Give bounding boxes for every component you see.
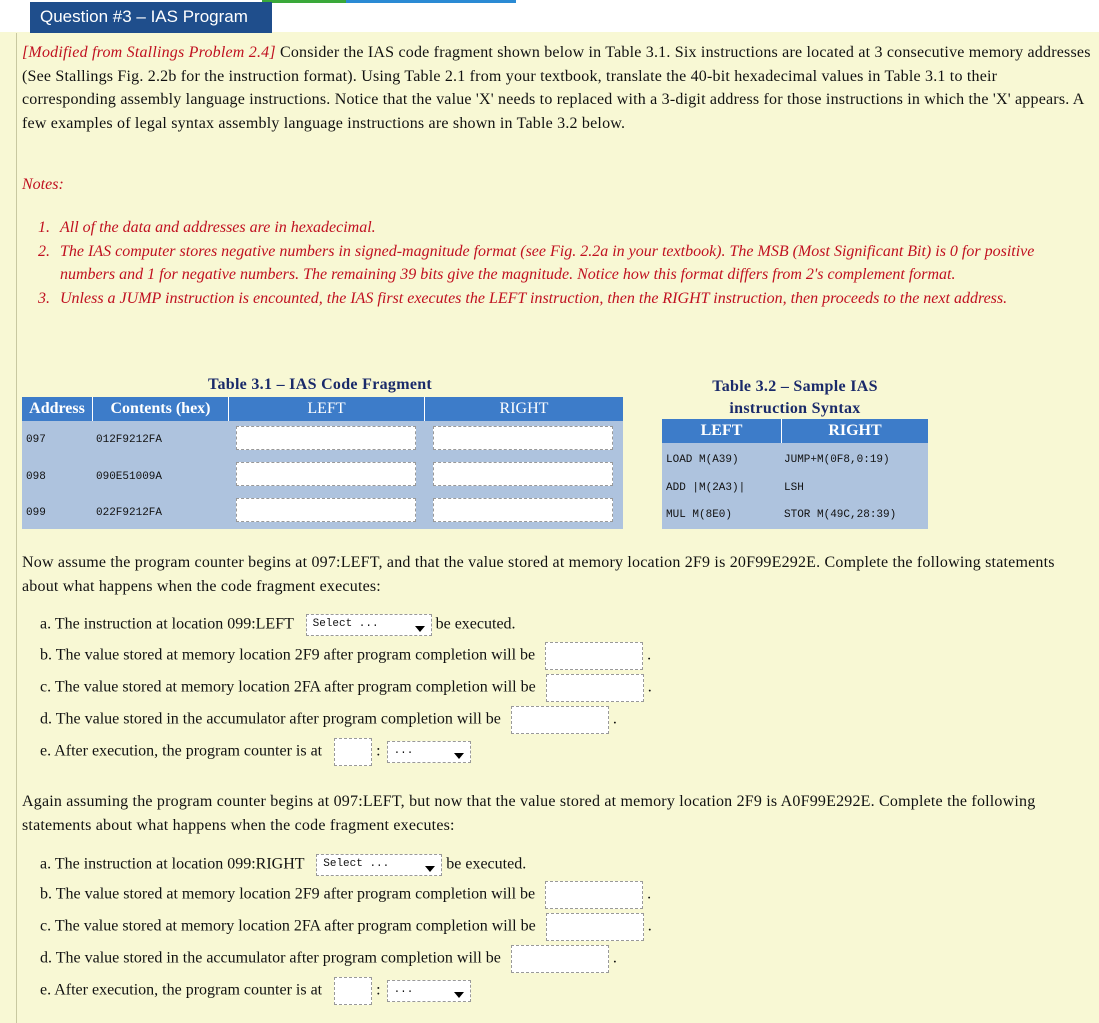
note-item (22, 216, 1092, 240)
part2-b-label: b. The value stored at memory location 2F9 after program completion will be (40, 885, 536, 903)
part2-item-c (40, 913, 652, 941)
part2-e-select[interactable] (387, 980, 471, 1002)
part1-d-label: d. The value stored in the accumulator after program completion will be (40, 710, 501, 728)
table1-header-left: LEFT (229, 397, 425, 421)
table2-header-left: LEFT (662, 419, 782, 443)
question-tab[interactable]: Question #3 – IAS Program (30, 2, 272, 33)
table1-contents: 090E51009A (96, 471, 163, 483)
part2-a-select-value: Select ... (323, 858, 390, 870)
right-instruction-input-097[interactable] (433, 426, 613, 450)
note-text: The IAS computer stores negative numbers in signed-magnitude format (see Fig. 2.2a in your textbook). The MSB (Most Significant Bit) is 0 for positive numbers and 1 for negative numbers. The remaining 39 bits give the magnitude. Notice how this format differs from 2's complement format. (60, 242, 1035, 283)
table2-cell-right: STOR M(49C,28:39) (784, 509, 897, 521)
part2-b-period: . (647, 885, 652, 903)
table2-cell-right: LSH (784, 482, 804, 494)
part2-item-e (40, 977, 471, 1005)
part1-b-label: b. The value stored at memory location 2F9 after program completion will be (40, 646, 536, 664)
part2-item-b (40, 881, 651, 909)
table2-cell-left: MUL M(8E0) (666, 509, 733, 521)
part1-a-select[interactable] (306, 614, 432, 636)
part2-d-period: . (612, 949, 617, 967)
part1-c-label: c. The value stored at memory location 2FA after program completion will be (40, 678, 536, 696)
part2-d-input[interactable] (511, 945, 609, 973)
part2-a-suffix: be executed. (446, 855, 527, 873)
part1-e-label: e. After execution, the program counter is at (40, 742, 323, 760)
part1-c-input[interactable] (546, 674, 644, 702)
part1-item-d (40, 706, 617, 734)
part2-e-select-value: ... (393, 984, 414, 996)
part1-a-prefix: a. The instruction at location 099:LEFT (40, 615, 294, 633)
top-accent-blue (346, 0, 516, 3)
part2-c-label: c. The value stored at memory location 2FA after program completion will be (40, 917, 536, 935)
part1-d-period: . (612, 710, 617, 728)
part2-d-label: d. The value stored in the accumulator after program completion will be (40, 949, 501, 967)
table1-header-address: Address (22, 397, 93, 421)
table2-caption-line2: instruction Syntax (729, 400, 861, 417)
note-item (22, 287, 1092, 311)
part2-paragraph: Again assuming the program counter begins at 097:LEFT, but now that the value stored at memory location 2F9 is A0F99E292E. Complete the following statements about what happens when the code fragment executes: (22, 793, 1036, 834)
part1-e-select[interactable] (387, 741, 471, 763)
intro-source: [Modified from Stallings Problem 2.4] (22, 44, 276, 61)
right-instruction-input-098[interactable] (433, 462, 613, 486)
table1-contents: 022F9212FA (96, 507, 163, 519)
left-instruction-input-098[interactable] (236, 462, 416, 486)
notes-list (22, 216, 1092, 310)
note-item (22, 240, 1092, 287)
left-instruction-input-097[interactable] (236, 426, 416, 450)
part1-item-b (40, 642, 651, 670)
table2-cell-left: LOAD M(A39) (666, 454, 739, 466)
table1-header-right: RIGHT (425, 397, 623, 421)
part1-d-input[interactable] (511, 706, 609, 734)
note-number: 1. (38, 219, 50, 236)
left-instruction-input-099[interactable] (236, 498, 416, 522)
table1 (22, 397, 623, 529)
table1-contents: 012F9212FA (96, 434, 163, 446)
part1-b-input[interactable] (545, 642, 643, 670)
dropdown-arrow-icon (454, 992, 464, 998)
table1-address: 097 (26, 434, 46, 446)
table1-address: 099 (26, 507, 46, 519)
note-number: 3. (38, 289, 50, 307)
part2-e-address-input[interactable] (334, 977, 372, 1005)
part2-e-label: e. After execution, the program counter is at (40, 981, 323, 999)
part1-item-a (40, 614, 516, 636)
part1-a-suffix: be executed. (435, 615, 516, 633)
intro-text: Consider the IAS code fragment shown below in Table 3.1. Six instructions are located at 3 consecutive memory addresses (See Stallings Fig. 2.2b for the instruction format). Using Table 2.1 from your textbook, translate the 40-bit hexadecimal values in Table 3.1 to their corresponding assembly language instructions. Notice that the value 'X' needs to replaced with a 3-digit address for those instructions in which the 'X' appears. A few examples of legal syntax assembly language instructions are shown in Table 3.2 below. (22, 44, 1091, 132)
dropdown-arrow-icon (425, 866, 435, 872)
part1-a-select-value: Select ... (312, 618, 379, 630)
part2-b-input[interactable] (545, 881, 643, 909)
table1-address: 098 (26, 471, 46, 483)
dropdown-arrow-icon (454, 753, 464, 759)
note-text: All of the data and addresses are in hexadecimal. (60, 219, 376, 236)
note-text: Unless a JUMP instruction is encounted, the IAS first executes the LEFT instruction, then the RIGHT instruction, then proceeds to the next address. (60, 289, 1008, 307)
question-intro (22, 41, 1092, 135)
table2-caption-line1: Table 3.2 – Sample IAS (712, 378, 878, 395)
top-accent-green (262, 0, 346, 3)
part2-c-period: . (647, 917, 652, 935)
dropdown-arrow-icon (415, 626, 425, 632)
table2-cell-left: ADD |M(2A3)| (666, 482, 746, 494)
part1-e-select-value: ... (393, 745, 414, 757)
part2-a-prefix: a. The instruction at location 099:RIGHT (40, 855, 305, 873)
part2-a-select[interactable] (316, 854, 442, 876)
part2-c-input[interactable] (546, 913, 644, 941)
table2-cell-right: JUMP+M(0F8,0:19) (784, 454, 890, 466)
part1-e-colon: : (376, 742, 381, 760)
part2-item-a (40, 854, 526, 876)
table1-header-contents: Contents (hex) (93, 397, 229, 421)
part2-item-d (40, 945, 617, 973)
note-number: 2. (38, 242, 50, 260)
table2 (662, 419, 928, 529)
part2-e-colon: : (376, 981, 381, 999)
part1-e-address-input[interactable] (334, 738, 372, 766)
part1-c-period: . (647, 678, 652, 696)
part1-paragraph: Now assume the program counter begins at 097:LEFT, and that the value stored at memory location 2F9 is 20F99E292E. Complete the following statements about what happens when the code fragment executes: (22, 554, 1055, 595)
table1-caption: Table 3.1 – IAS Code Fragment (207, 376, 433, 393)
right-instruction-input-099[interactable] (433, 498, 613, 522)
table2-header-right: RIGHT (782, 419, 928, 443)
part1-b-period: . (647, 646, 652, 664)
part1-item-e (40, 738, 471, 766)
table2-caption (662, 376, 928, 420)
notes-title: Notes: (22, 176, 64, 193)
part1-item-c (40, 674, 652, 702)
